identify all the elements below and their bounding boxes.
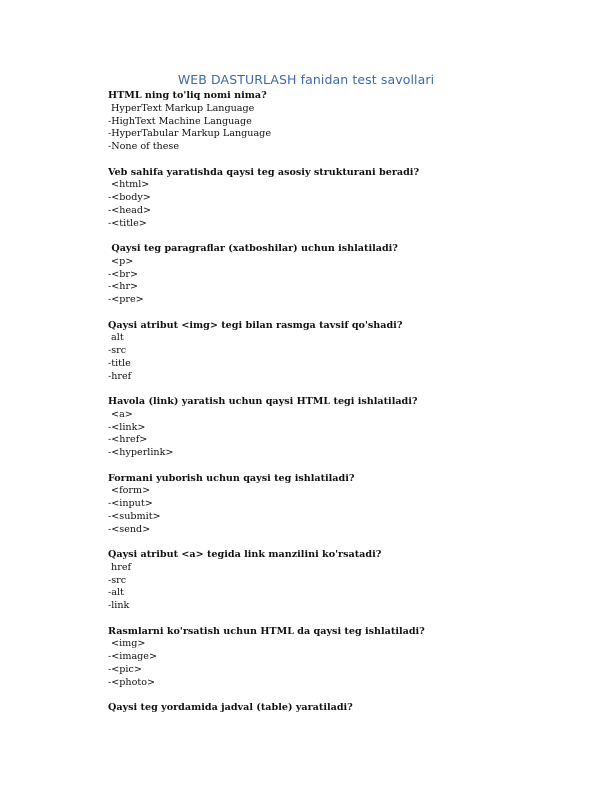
question-7-option-3: -alt: [108, 587, 124, 599]
question-2-option-1: <html>: [108, 179, 150, 191]
question-5: Havola (link) yaratish uchun qaysi HTML tegi ishlatiladi?: [108, 396, 418, 407]
question-6-option-2: -<input>: [108, 498, 153, 509]
question-5-option-2: -<link>: [108, 421, 146, 433]
question-4: Qaysi atribut <img> tegi bilan rasmga tavsif qo'shadi?: [108, 319, 403, 331]
question-7: Qaysi atribut <a> tegida link manzilini ko'rsatadi?: [108, 549, 382, 560]
question-1-option-3: -HyperTabular Markup Language: [108, 128, 271, 140]
question-4-option-2: -src: [108, 345, 127, 356]
question-2-option-3: -<head>: [108, 204, 152, 216]
question-1-option-1: HyperText Markup Language: [108, 102, 255, 114]
question-1-option-4: -None of these: [108, 141, 180, 152]
question-3-option-1: <p>: [108, 255, 134, 267]
question-5-option-3: -<href>: [108, 434, 148, 446]
question-6-option-1: <form>: [108, 485, 151, 497]
question-list: [108, 90, 528, 715]
question-1: HTML ning to'liq nomi nima?: [108, 90, 267, 101]
question-8-option-1: <img>: [108, 638, 146, 650]
question-1-option-2: -HighText Machine Language: [108, 115, 252, 127]
question-8: Rasmlarni ko'rsatish uchun HTML da qaysi teg ishlatiladi?: [108, 625, 425, 637]
question-8-option-2: -<image>: [108, 651, 158, 662]
question-7-option-2: -src: [108, 574, 127, 586]
question-6-option-4: -<send>: [108, 523, 151, 535]
question-5-option-1: <a>: [108, 408, 133, 420]
question-8-option-3: -<pic>: [108, 663, 142, 675]
question-3-option-4: -<pre>: [108, 294, 144, 305]
question-7-option-1: href: [108, 561, 132, 573]
question-6-option-3: -<submit>: [108, 510, 161, 522]
question-3-option-2: -<br>: [108, 268, 139, 280]
question-4-option-1: alt: [108, 332, 124, 344]
question-7-option-4: -link: [108, 600, 130, 611]
question-2: Veb sahifa yaratishda qaysi teg asosiy strukturani beradi?: [108, 166, 420, 178]
question-6: Formani yuborish uchun qaysi teg ishlatiladi?: [108, 472, 355, 484]
question-4-option-4: -href: [108, 370, 132, 382]
question-9: Qaysi teg yordamida jadval (table) yaratiladi?: [108, 702, 353, 713]
question-2-option-4: -<title>: [108, 217, 147, 229]
document-title: WEB DASTURLASH fanidan test savollari: [177, 72, 435, 87]
question-5-option-4: -<hyperlink>: [108, 447, 174, 458]
question-4-option-3: -title: [108, 357, 131, 369]
question-3: Qaysi teg paragraflar (xatboshilar) uchun ishlatiladi?: [108, 243, 398, 254]
question-8-option-4: -<photo>: [108, 676, 156, 688]
question-3-option-3: -<hr>: [108, 281, 139, 293]
question-2-option-2: -<body>: [108, 192, 151, 203]
